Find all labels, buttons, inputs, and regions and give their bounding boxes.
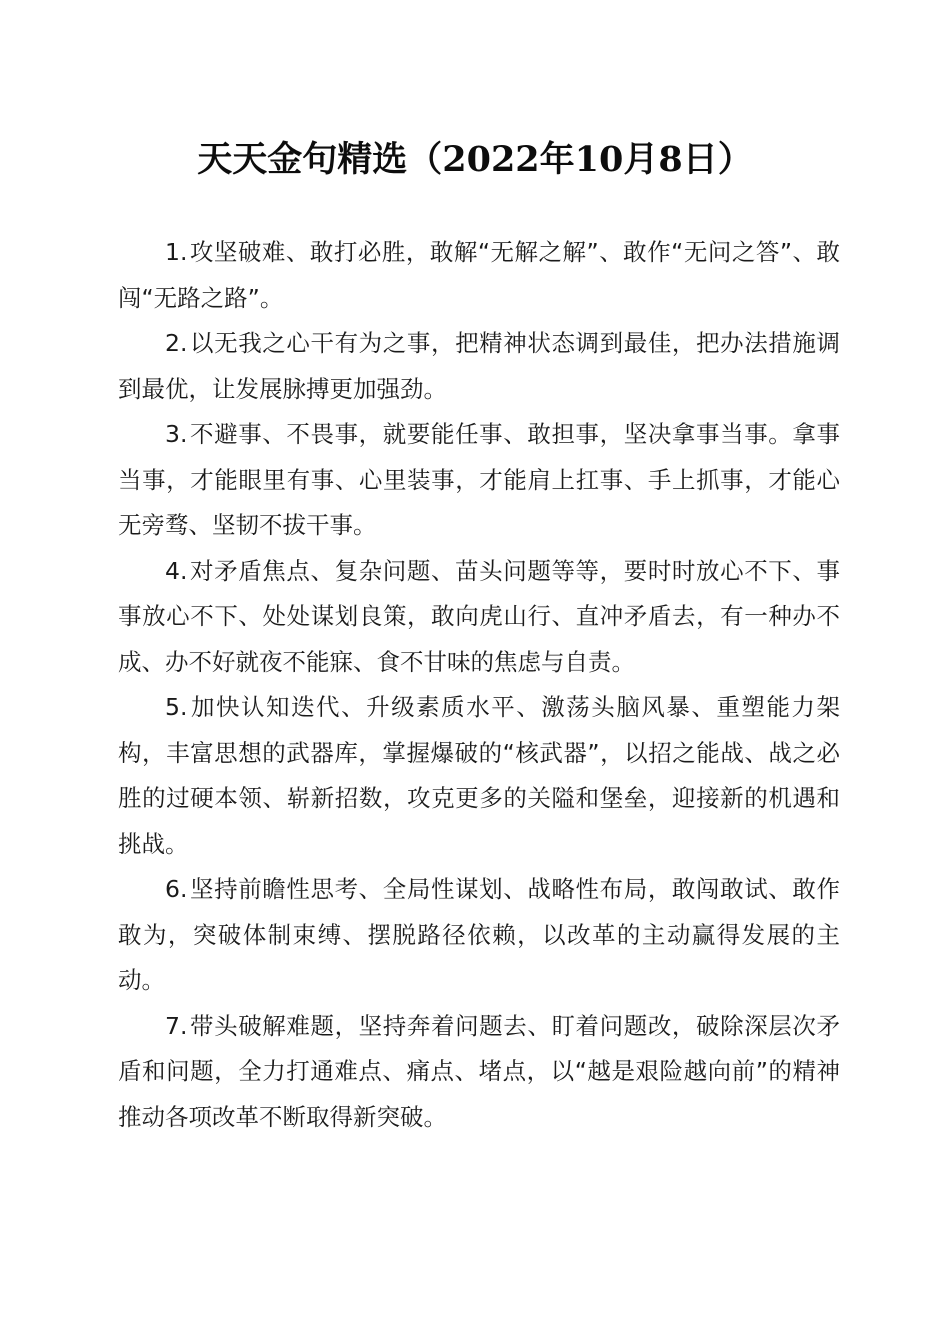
document-body [118, 230, 840, 1140]
paragraph-text: 加快认知迭代、升级素质水平、激荡头脑风暴、重塑能力架构，丰富思想的武器库，掌握爆破的“核武器”，以招之能战、战之必胜的过硬本领、崭新招数，攻克更多的关隘和堡垒，迎接新的机遇和挑战。 [118, 693, 840, 858]
paragraph-2 [118, 321, 840, 412]
paragraph-4 [118, 549, 840, 686]
paragraph-number: 4. [165, 556, 188, 585]
paragraph-6 [118, 867, 840, 1004]
paragraph-text: 带头破解难题，坚持奔着问题去、盯着问题改，破除深层次矛盾和问题，全力打通难点、痛点、堵点，以“越是艰险越向前”的精神推动各项改革不断取得新突破。 [118, 1011, 840, 1131]
paragraph-number: 6. [165, 875, 188, 903]
paragraph-text: 以无我之心干有为之事，把精神状态调到最佳，把办法措施调到最优，让发展脉搏更加强劲。 [118, 329, 840, 403]
paragraph-number: 7. [165, 1011, 188, 1040]
paragraph-text: 不避事、不畏事，就要能任事、敢担事，坚决拿事当事。拿事当事，才能眼里有事、心里装事，才能肩上扛事、手上抓事，才能心无旁骛、坚韧不拔干事。 [118, 420, 840, 539]
paragraph-1 [118, 230, 840, 321]
paragraph-7 [118, 1004, 840, 1141]
paragraph-text: 攻坚破难、敢打必胜，敢解“无解之解”、敢作“无问之答”、敢闯“无路之路”。 [118, 238, 840, 312]
paragraph-number: 2. [165, 329, 188, 357]
paragraph-number: 3. [165, 420, 188, 448]
paragraph-number: 1. [165, 238, 188, 266]
paragraph-text: 对矛盾焦点、复杂问题、苗头问题等等，要时时放心不下、事事放心不下、处处谋划良策，敢向虎山行、直冲矛盾去，有一种办不成、办不好就夜不能寐、食不甘味的焦虑与自责。 [118, 556, 840, 676]
paragraph-5 [118, 685, 840, 867]
paragraph-3 [118, 412, 840, 549]
paragraph-number: 5. [165, 693, 188, 721]
document-title: 天天金句精选（2022年10月8日） [197, 139, 753, 180]
paragraph-text: 坚持前瞻性思考、全局性谋划、战略性布局，敢闯敢试、敢作敢为，突破体制束缚、摆脱路径依赖，以改革的主动赢得发展的主动。 [118, 875, 840, 994]
